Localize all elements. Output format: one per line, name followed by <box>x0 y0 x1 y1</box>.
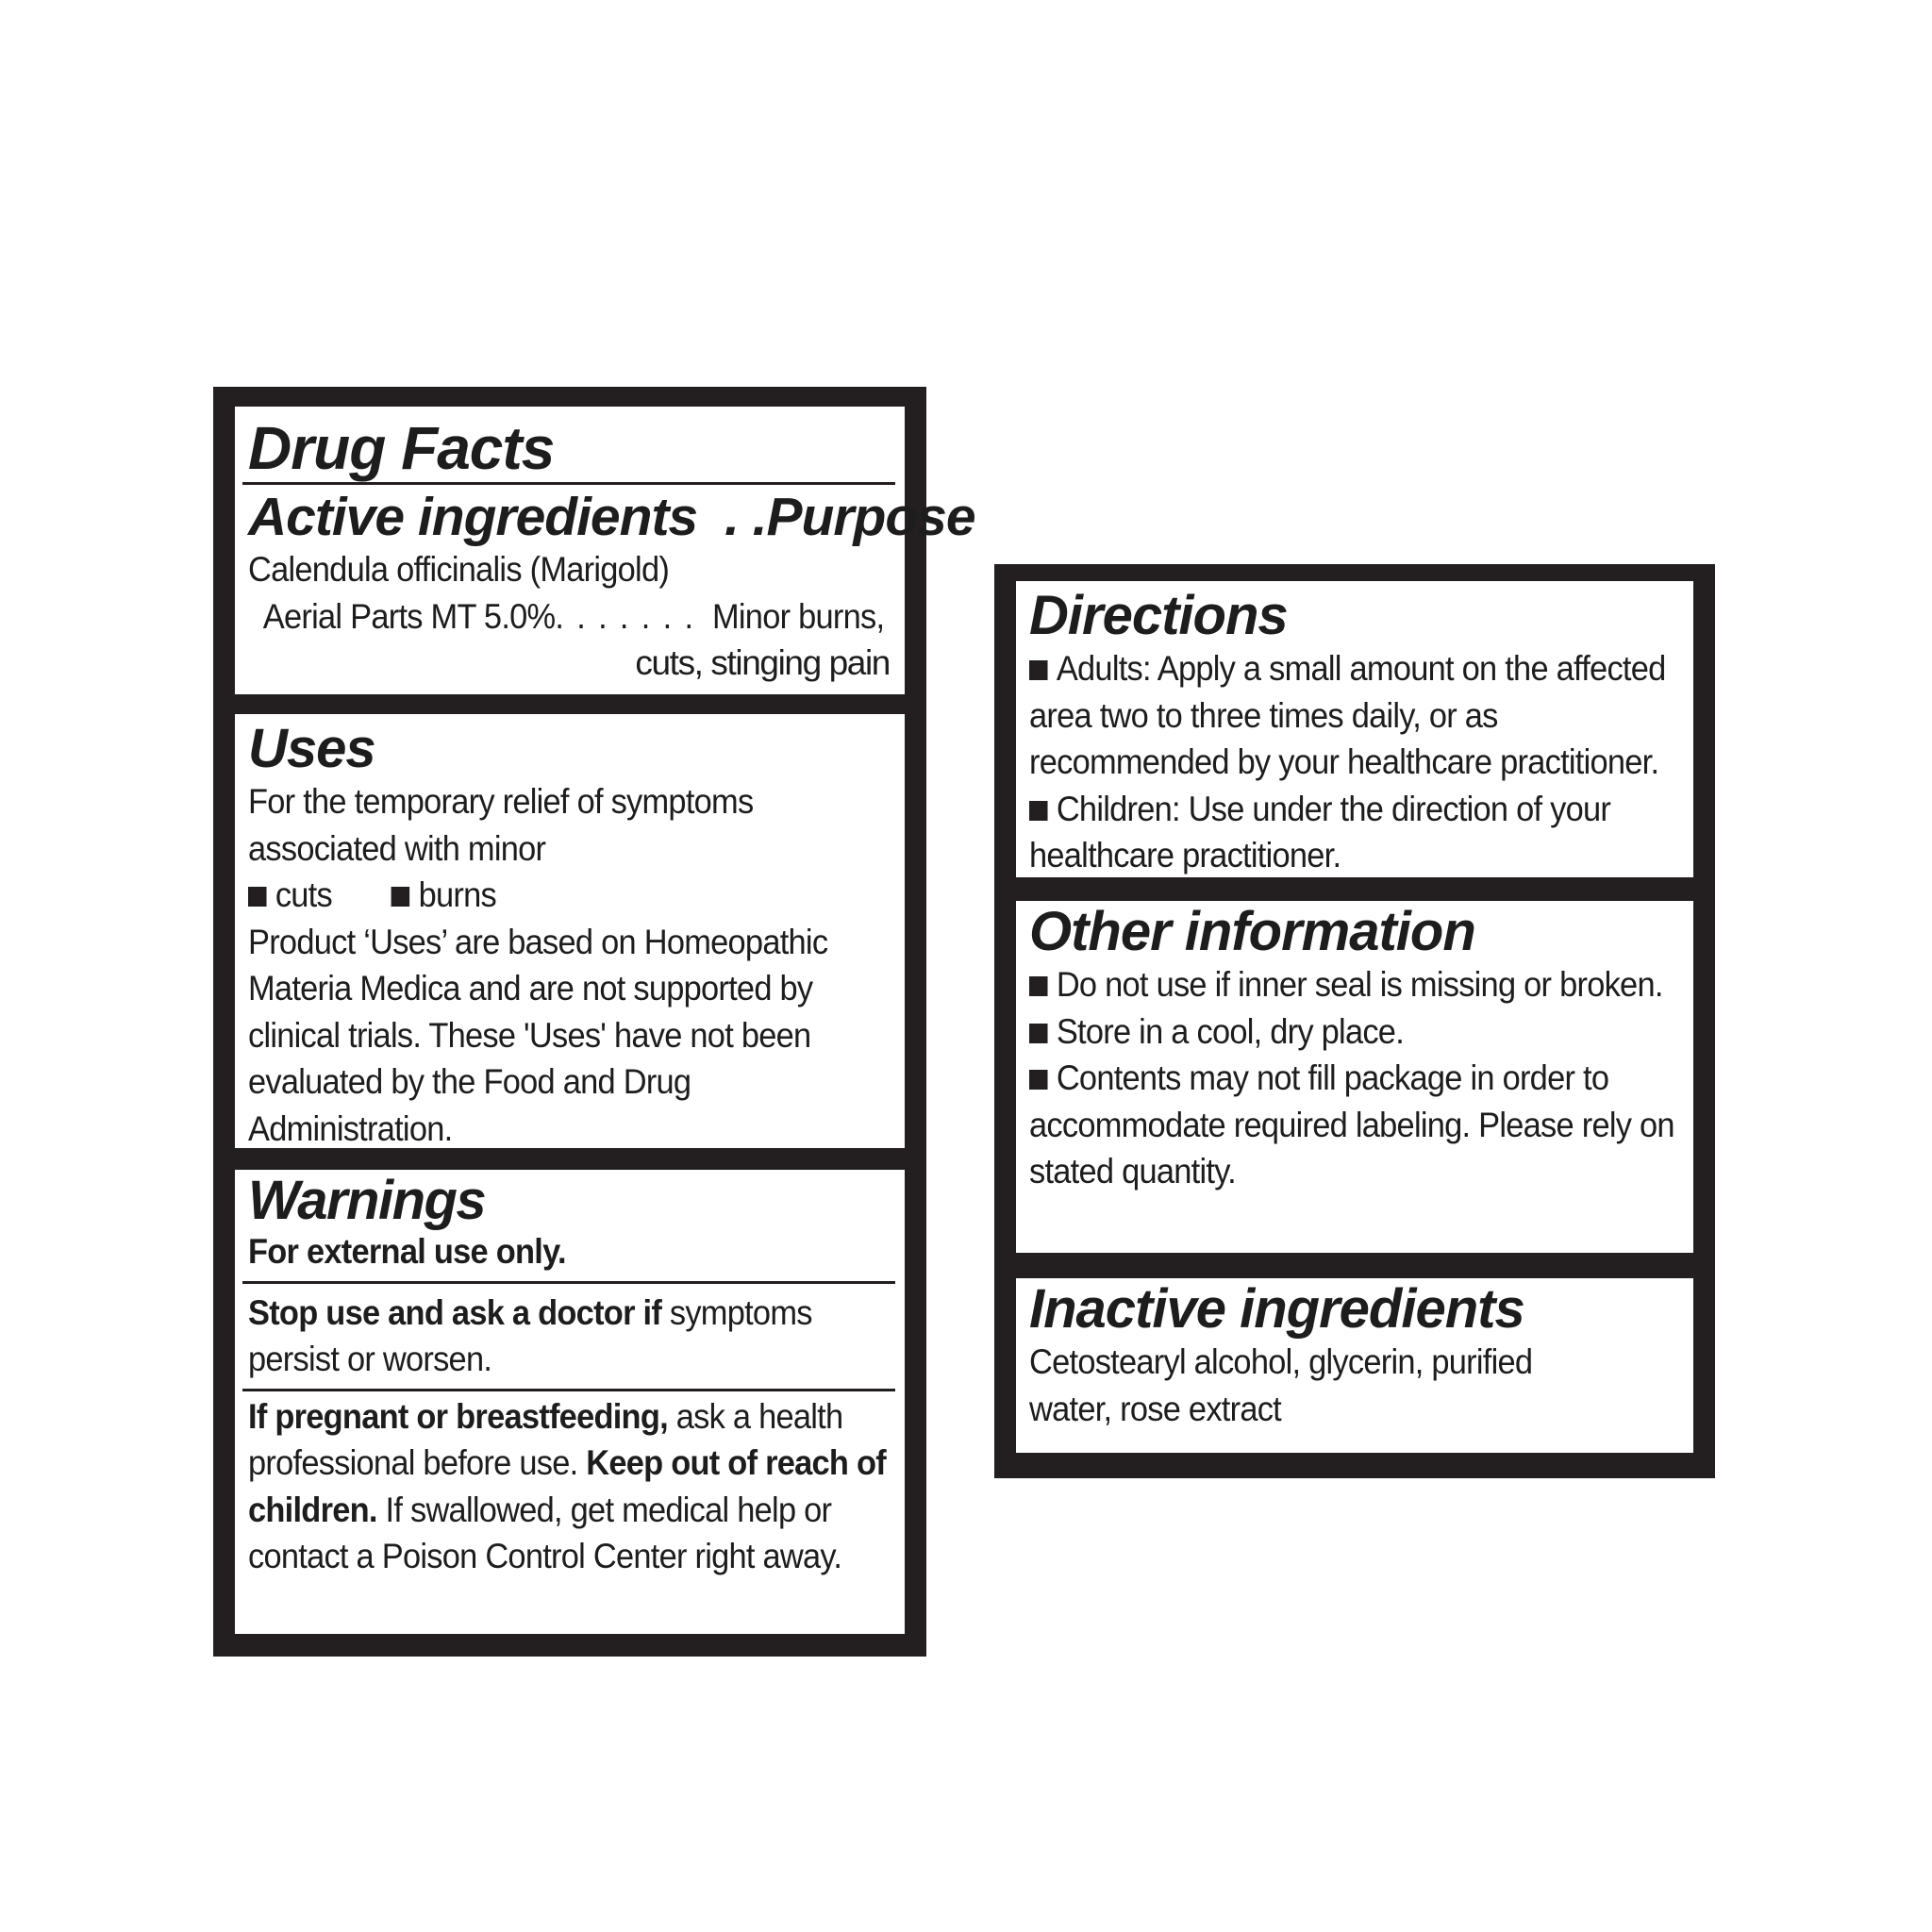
ingredient-name: Calendula officinalis (Marigold) <box>248 550 670 589</box>
active-ingredients-box <box>235 407 975 694</box>
drug-facts-panel-left <box>213 387 975 1657</box>
external-use-text <box>248 1228 892 1275</box>
uses-heading: Uses <box>248 718 375 779</box>
external-use-bold: For external use only. <box>248 1232 566 1271</box>
active-ingredients-heading: Active ingredients <box>248 487 698 547</box>
bullet-square-icon <box>1029 1024 1048 1043</box>
stop-use-text <box>248 1290 892 1383</box>
pregnancy-bold: If pregnant or breastfeeding, <box>248 1396 668 1436</box>
leader-dots: . . . . . . . <box>555 596 695 636</box>
directions-adults-text: Adults: Apply a small amount on the affected area two to three times daily, or as recommended by your healthcare practitioner. <box>1029 649 1666 781</box>
purpose-heading: Purpose <box>766 487 975 547</box>
divider <box>242 482 895 485</box>
purpose-line-2: cuts, stinging pain <box>635 643 890 682</box>
keep-out-bold: Keep out of reach of children. <box>248 1443 887 1529</box>
other-item-seal <box>1029 961 1681 1008</box>
uses-bullets <box>248 872 892 919</box>
bullet-square-icon <box>248 887 267 907</box>
inactive-ingredients-heading: Inactive ingredients <box>1029 1278 1524 1340</box>
directions-heading: Directions <box>1029 585 1288 646</box>
other-item-store-text: Store in a cool, dry place. <box>1056 1011 1405 1051</box>
other-item-store <box>1029 1008 1681 1056</box>
warnings-box <box>235 1170 905 1634</box>
other-item-contents <box>1029 1055 1681 1195</box>
bullet-square-icon <box>1029 660 1048 680</box>
inactive-ingredients-box <box>1016 1278 1693 1453</box>
directions-children-text: Children: Use under the direction of your healthcare practitioner. <box>1029 789 1611 874</box>
stop-use-rest: symptoms persist or worsen. <box>248 1292 812 1378</box>
other-item-contents-text: Contents may not fill package in order to accommodate required labeling. Please rely on stated quantity. <box>1029 1058 1674 1191</box>
ingredient-strength: Aerial Parts MT 5.0% <box>262 596 556 636</box>
pregnancy-rest: ask a health professional before use. <box>248 1396 843 1482</box>
bullet-square-icon <box>1029 976 1048 996</box>
pregnancy-text <box>248 1393 892 1580</box>
other-information-box <box>1016 901 1693 1253</box>
drug-facts-title: Drug Facts <box>248 414 555 482</box>
directions-adults <box>1029 645 1681 786</box>
inactive-ingredients-text: Cetostearyl alcohol, glycerin, purified water, rose extract <box>1029 1342 1533 1428</box>
bullet-square-icon <box>1029 1070 1048 1090</box>
ingredient-line <box>248 593 892 641</box>
uses-bullet-cuts: cuts <box>275 875 332 914</box>
warnings-heading: Warnings <box>248 1170 486 1231</box>
uses-box <box>235 714 905 1148</box>
uses-bullet-burns: burns <box>418 875 496 914</box>
heading-dots: . . <box>724 487 767 547</box>
directions-children <box>1029 786 1681 879</box>
directions-box <box>1016 581 1693 877</box>
drug-facts-panel-right <box>994 564 1715 1478</box>
purpose-line-1: Minor burns, <box>711 596 885 636</box>
bullet-square-icon <box>391 887 410 907</box>
uses-text: For the temporary relief of symptoms associated with minor <box>248 782 754 868</box>
uses-disclaimer: Product ‘Uses’ are based on Homeopathic Materia Medica and are not supported by clinical trials. These 'Uses' have not been evaluated by the Food and Drug Administration. <box>248 922 828 1148</box>
bullet-square-icon <box>1029 801 1048 821</box>
stop-use-bold: Stop use and ask a doctor if <box>248 1292 662 1332</box>
swallowed-text: If swallowed, get medical help or contact a Poison Control Center right away. <box>248 1490 842 1575</box>
divider <box>242 1281 895 1284</box>
other-item-seal-text: Do not use if inner seal is missing or broken. <box>1056 965 1663 1004</box>
active-ingredients-heading-row <box>248 487 767 547</box>
divider <box>242 1389 895 1391</box>
other-information-heading: Other information <box>1029 901 1475 962</box>
